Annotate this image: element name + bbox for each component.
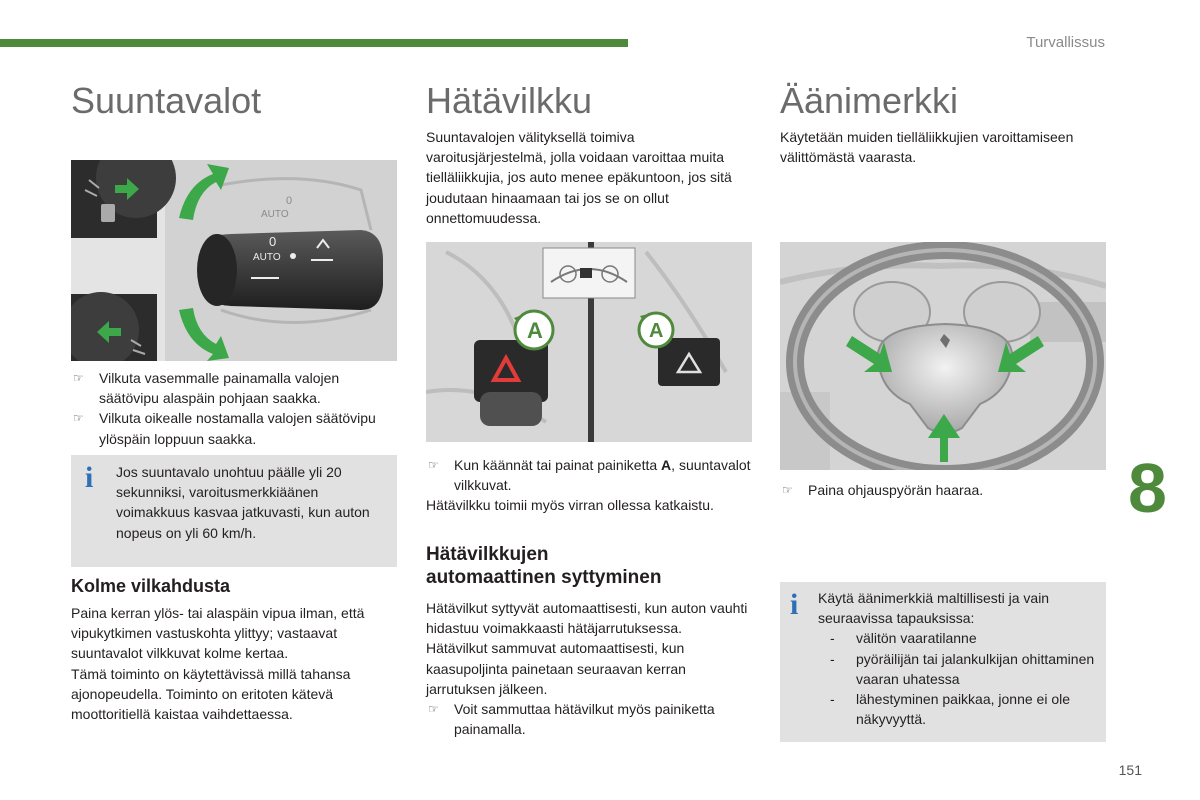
- automaattinen-paragraph-1: Hätävilkut syttyvät automaattisesti, kun auton vauhti hidastuu voimakkaasti hätäjarrutuksessa.: [426, 600, 748, 637]
- section-title: Turvallissus: [1026, 34, 1105, 51]
- horn-figure: [780, 242, 1106, 470]
- automaattinen-text: [426, 598, 756, 739]
- lever-zero-label: 0: [269, 234, 277, 249]
- list-item: ☞ Vilkuta oikealle nostamalla valojen säätövipu ylöspäin loppuun saakka.: [73, 410, 376, 447]
- kolme-paragraph-2: Tämä toiminto on käytettävissä millä tahansa ajonopeudella. Toiminto on eritoten kätevä moottoritiellä kaistaa vaihdettaessa.: [71, 665, 351, 723]
- info-icon: i: [85, 461, 94, 494]
- chapter-number: 8: [1128, 449, 1167, 527]
- subtitle-automaattinen: Hätävilkkujen automaattinen syttyminen: [426, 544, 662, 588]
- list-item: ☞ Vilkuta vasemmalle painamalla valojen säätövipu alaspäin pohjaan saakka.: [73, 370, 340, 407]
- callout-a-label: A: [527, 318, 543, 343]
- horn-info-content: [818, 588, 1098, 729]
- list-item: - pyöräilijän tai jalankulkijan ohittaminen vaaran uhatessa: [830, 650, 1095, 687]
- info-box-horn: [780, 582, 1106, 742]
- list-item: ☞ Voit sammuttaa hätävilkut myös painiketta painamalla.: [428, 701, 715, 738]
- info-text: Jos suuntavalo unohtuu päälle yli 20 sekunniksi, varoitusmerkkiäänen voimakkuus kasvaa jatkuvasti, kun auton nopeus on yli 60 km/h.: [116, 464, 370, 541]
- kolme-paragraph-1: Paina kerran ylös- tai alaspäin vipua ilman, että vipukytkimen vastuskohta ylittyy; vastaavat suuntavalot vilkkuvat kolme kertaa.: [71, 605, 365, 662]
- lever-auto-label: AUTO: [253, 252, 281, 263]
- title-hatavilkku: Hätävilkku: [426, 80, 593, 121]
- aanimerkki-intro: Käytetään muiden tielläliikkujien varoittamiseen välittömästä vaarasta.: [780, 129, 1074, 166]
- turn-signal-figure: [71, 160, 397, 361]
- hatavilkku-intro: Suuntavalojen välityksellä toimiva varoitusjärjestelmä, jolla voidaan varoittaa muita tielläliikkujia, jos auto menee epäkuntoon, jos sitä joudutaan hinaamaan tai jos se on ollut onnettomuudessa.: [426, 129, 732, 226]
- faint-auto-label: AUTO: [261, 209, 289, 220]
- title-suuntavalot: Suuntavalot: [71, 80, 262, 121]
- suuntavalot-bullets: [71, 368, 397, 449]
- info-icon: i: [790, 588, 799, 621]
- hatavilkku-bullet: [426, 455, 756, 516]
- list-item: ☞ Kun käännät tai painat painiketta A, suuntavalot vilkkuvat.: [428, 457, 751, 494]
- callout-a-label-2: A: [649, 320, 664, 342]
- list-item: - lähestyminen paikkaa, jonne ei ole näkyvyyttä.: [830, 691, 1071, 728]
- list-item: ☞ Paina ohjauspyörän haaraa.: [782, 482, 984, 498]
- aanimerkki-bullet: [780, 480, 1110, 500]
- horn-info-text: Käytä äänimerkkiä maltillisesti ja vain seuraavissa tapauksissa:: [818, 590, 1050, 627]
- subtitle-kolme-vilkahdusta: Kolme vilkahdusta: [71, 576, 231, 596]
- automaattinen-paragraph-2: Hätävilkut sammuvat automaattisesti, kun kaasupoljinta painetaan seuraavan kerran jarrutuksen jälkeen.: [426, 640, 686, 697]
- header-green-bar: [0, 39, 628, 47]
- hatavilkku-note: Hätävilkku toimii myös virran ollessa katkaistu.: [426, 497, 714, 514]
- info-box-turn-signal: [71, 455, 397, 567]
- faint-zero-label: 0: [286, 195, 293, 207]
- title-aanimerkki: Äänimerkki: [780, 80, 959, 121]
- fuel-icon: [101, 204, 115, 222]
- hazard-button-right: [658, 338, 720, 386]
- list-item: - välitön vaaratilanne: [830, 630, 977, 647]
- page-number: 151: [1118, 762, 1142, 778]
- kolme-text: [71, 603, 401, 724]
- hazard-figure: [426, 242, 752, 442]
